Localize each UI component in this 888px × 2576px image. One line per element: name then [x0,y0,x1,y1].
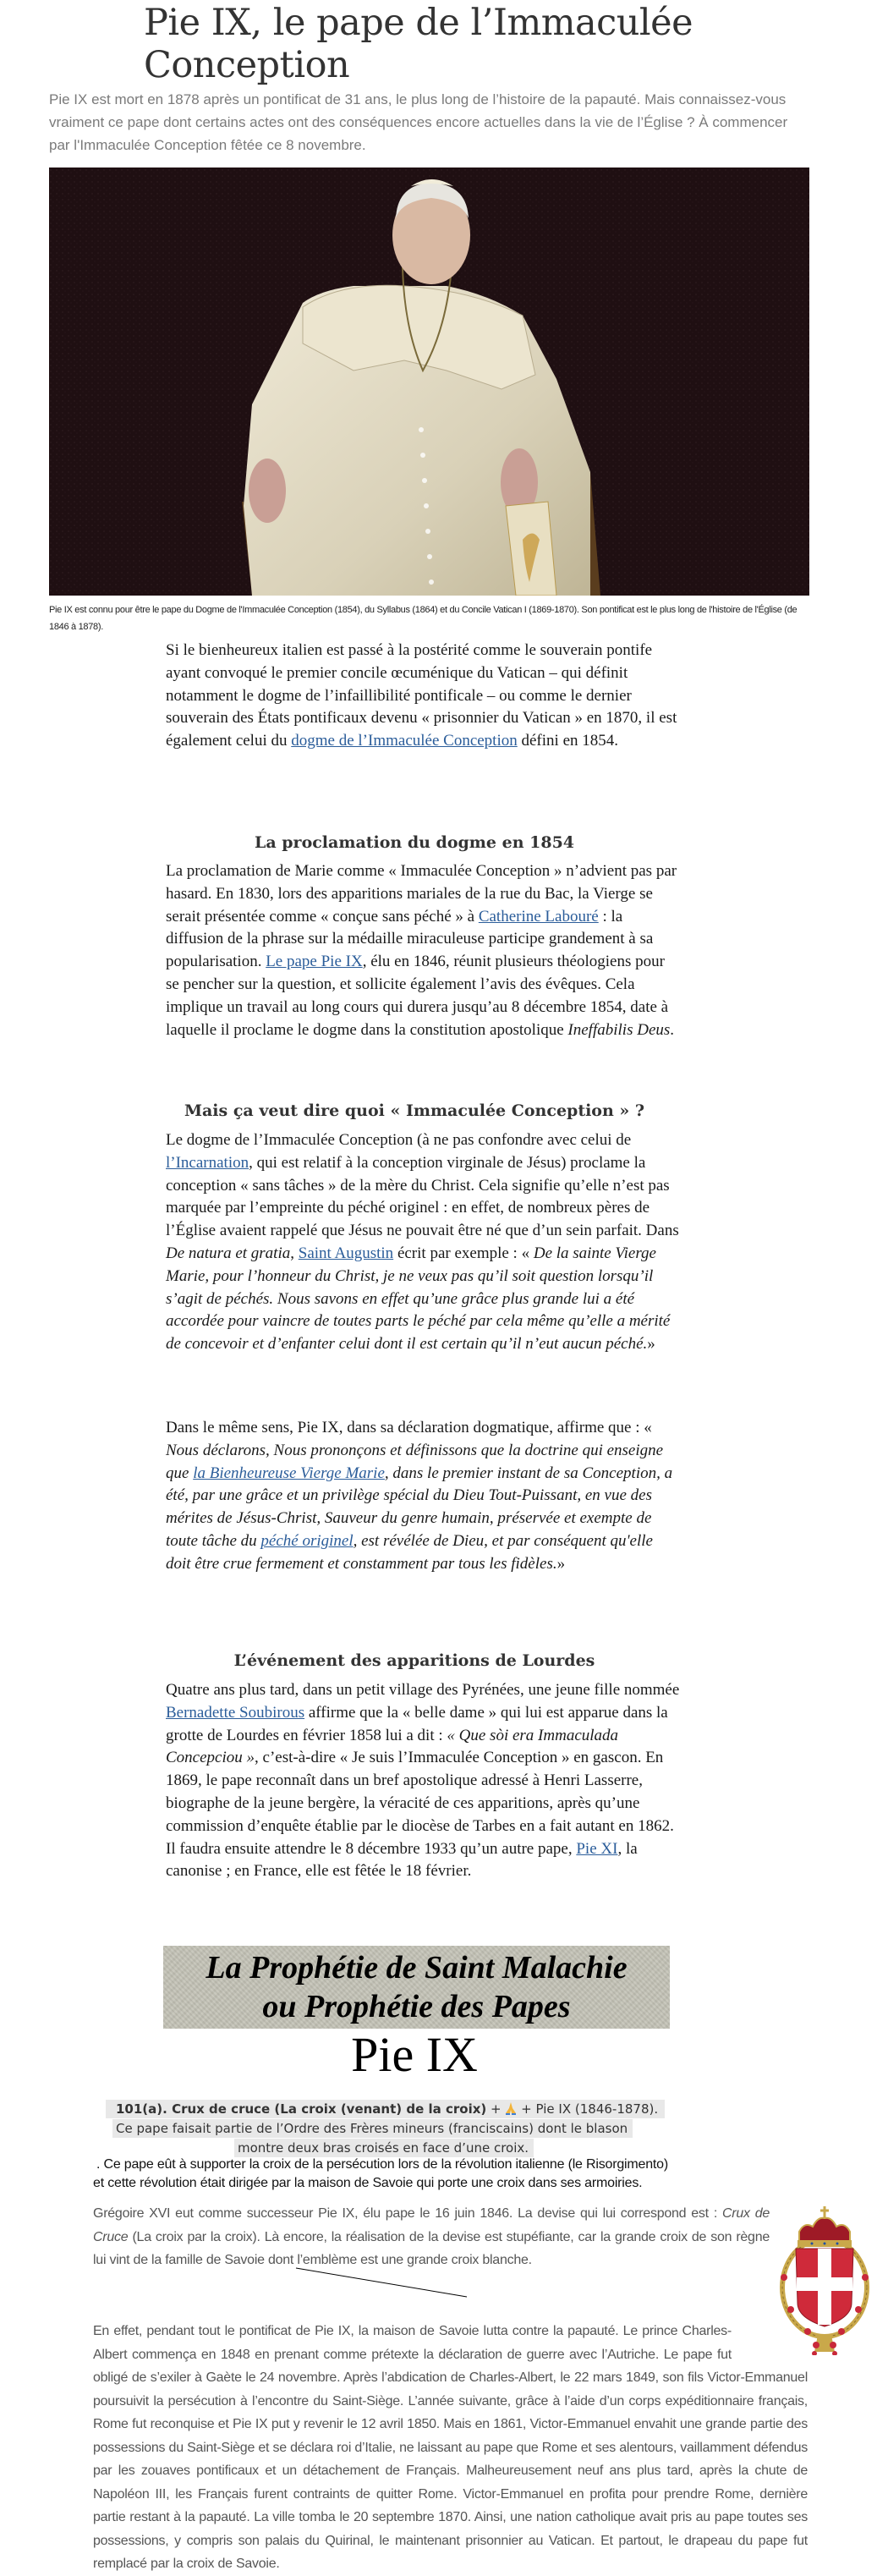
pope-name-heading: Pie IX [351,2027,478,2082]
text: Dans le même sens, Pie IX, dans sa déclaration dogmatique, affirme que : « [166,1419,652,1436]
text: affirme que la « belle dame » qui lui est apparue dans la grotte de Lourdes en février 1858 lui a dit : [166,1703,668,1744]
text: » [556,1554,566,1573]
franciscan-line: Ce pape faisait partie de l’Ordre des Frères mineurs (franciscains) dont le blason [112,2119,633,2138]
hero-image-pope-portrait [49,168,809,596]
italic-title: Ineffabilis Deus [567,1020,671,1039]
savoie-line: et cette révolution était dirigée par la maison de Savoie qui porte une croix dans ses armoiries. [93,2176,643,2190]
text: (La croix par la croix). Là encore, la réalisation de la devise est stupéfiante, car la grande croix de son règne lui vint de la famille de Savoie dont l’emblème est une grande croix blanche. [93,2229,770,2267]
article-lede: Pie IX est mort en 1878 après un pontificat de 31 ans, le plus long de l’histoire de la papauté. Mais connaissez-vous vraiment ce pape dont certains actes ont des conséquences encore actuelles dans la vie de l’Église ? À commencer par l'Immaculée Conception fêtée ce 8 novembre. [49,91,788,153]
paragraph-lourdes [166,1679,682,1883]
heading-proclamation-dogme: La proclamation du dogme en 1854 [254,833,575,852]
text: : la diffusion de la phrase sur la médaille miraculeuse participe grandement à sa popularisation. [166,907,654,971]
praying-hands-icon [505,2101,517,2115]
image-caption: Pie IX est connu pour être le pape du Dogme de l'Immaculée Conception (1854), du Syllabus (1864) et du Concile Vatican I (1869-1870). Son pontificat est le plus long de l'histoire de l'Église (de 1846 à 1878). [49,605,798,632]
motto-line [106,2100,665,2118]
intro-text: Si le bienheureux italien est passé à la postérité comme le souverain pontife ayant convoqué le premier concile œcuménique du Vatican – qui définit notamment le dogme de l’infaillibilité pontificale – ou comme le dernier souverain des États pontificaux devenu « prisonnier du Vatican » en 1870, il est également celui du [166,641,677,750]
cross-icon: + [491,2101,502,2117]
text: . [670,1020,675,1039]
heading-apparitions-lourdes: L’événement des apparitions de Lourdes [233,1651,595,1670]
text: écrit par exemple : « [393,1244,534,1262]
gascon-quote: « Que sòi era Immaculada Concepciou » [166,1726,619,1767]
text: La proclamation de Marie comme « Immaculée Conception » n’advient pas par hasard. En 1830, lors des apparitions mariales de la rue du Bac, la Vierge se serait présentée comme « conçue sans péché » à [166,862,677,925]
link-catherine-laboure[interactable]: Catherine Labouré [478,907,599,925]
link-peche-originel[interactable]: péché originel [260,1531,354,1550]
text: Grégoire XVI eut comme successeur Pie IX, élu pape le 16 juin 1846. La devise qui lui correspond est : [93,2206,722,2221]
banner-line-1: La Prophétie de Saint Malachie [206,1950,628,1986]
paragraph-declaration-dogmatique [166,1417,682,1576]
risorgimento-line: . Ce pape eût à supporter la croix de la persécution lors de la révolution italienne (le Risorgimento) [96,2157,668,2172]
paragraph-definition [166,1129,682,1356]
link-bienheureuse-vierge-marie[interactable]: la Bienheureuse Vierge Marie [193,1464,385,1482]
paragraph-proclamation [166,860,682,1041]
link-pape-pie-ix[interactable]: Le pape Pie IX [266,953,363,971]
text: , élu en 1846, réunit plusieurs théologiens pour se pencher sur la question, et sollicite également l’avis des évêques. Cela implique un travail au long cours qui durera jusqu’au 8 décembre 1854, date à laquelle il proclame le dogme dans la constitution apostolique [166,953,669,1039]
text: En effet, pendant tout le pontificat de Pie IX, la maison de Savoie lutta contre la papauté. Le prince Charles-Albert commença en 1848 en prenant comme prétexte la déclaration de guerre avec l’Autriche. Le pape fut obligé de s’exiler à Gaète le 24 novembre. Après l’abdication de Charles-Albert, le 22 mars 1849, son fils Victor-Emmanuel poursuivit la persécution à l’encontre du Saint-Siège. L’année suivante, grâce à l’aide d’un corps expéditionnaire français, Rome fut reconquise et Pie IX put y revenir le 12 avril 1850. Mais en 1861, Victor-Emmanuel envahit une grande partie des possessions du Saint-Siège et se déclara roi d’Italie, ne laissant au pape que Rome et ses alentours, vaillamment défendus par les zouaves pontificaux et un détachement de Français. Malheureusement neuf ans plus tard, après la chute de Napoléon III, les Français furent contraints de quitter Rome. Victor-Emmanuel en profita pour prendre Rome, dernière partie restant à la papauté. La ville tomba le 20 septembre 1870. Ainsi, une nation catholique avait pris au pape toutes ses possessions, y compris son palais du Quirinal, le maintenant prisonnier au Vatican. Et partout, le drapeau du pape fut remplacé par la croix de Savoie. [93,2324,808,2571]
paragraph-maison-savoie [93,2320,808,2576]
article-title: Pie IX, le pape de l’Immaculée Conception [144,2,693,86]
banner-line-2: ou Prophétie des Papes [262,1989,571,2024]
motto-pontificate: Pie IX (1846-1878). [535,2101,659,2117]
augustin-quote: De la sainte Vierge Marie, pour l’honneur du Christ, je ne veux pas qu’il soit question lorsqu’il s’agit de péchés. Nous savons en effet qu’une grâce plus grande lui a été accordée pour vaincre de toutes parts le péché par cela même qu’elle a mérité de concevoir et d’enfanter celui dont il est certain qu’il n’eut aucun péché. [166,1244,671,1354]
heading-veut-dire-quoi: Mais ça veut dire quoi « Immaculée Conception » ? [184,1101,645,1120]
blason-line: montre deux bras croisés en face d’une croix. [234,2139,534,2157]
savoy-coat-of-arms-icon [774,2203,875,2355]
text: » [647,1335,655,1354]
intro-text-end: défini en 1854. [517,732,619,750]
italic-title: De natura et gratia [166,1244,291,1262]
text: Quatre ans plus tard, dans un petit village des Pyrénées, une jeune fille nommée [166,1681,680,1699]
text: , la canonise ; en France, elle est fêtée le 18 février. [166,1839,638,1881]
text: , qui est relatif à la conception virginale de Jésus) proclame la conception « sans tâches » de la mère du Christ. Cela signifie qu’elle n’est pas marquée par l’empreinte du péché originel : en effet, de nombreux pères de l’Église avaient rappelé que Jésus ne pouvait être né que d’un sein parfait. Dans [166,1153,679,1240]
link-dogme-immaculee-conception[interactable]: dogme de l’Immaculée Conception [291,732,518,750]
cross-icon: + [521,2101,532,2117]
text: , c’est-à-dire « Je suis l’Immaculée Conception » en gascon. En 1869, le pape reconnaît dans un bref apostolique adressé à Henri Lasserre, biographe de la jeune bergère, la véracité de ces apparitions, après qu’une commission d’enquête établie par le diocèse de Tarbes en a fait autant en 1862. Il faudra ensuite attendre le 8 décembre 1933 qu’un autre pape, [166,1749,674,1858]
link-bernadette-soubirous[interactable]: Bernadette Soubirous [166,1703,305,1722]
quote-text: , est révélée de Dieu, et par conséquent qu'elle doit être crue fermement et constamment par tous les fidèles. [166,1531,653,1573]
quote-text: Nous déclarons, Nous prononçons et définissons que la doctrine qui enseigne que [166,1441,664,1482]
text: Le dogme de l’Immaculée Conception (à ne pas confondre avec celui de [166,1131,632,1149]
link-incarnation[interactable]: l’Incarnation [166,1153,249,1172]
link-saint-augustin[interactable]: Saint Augustin [298,1244,394,1262]
intro-paragraph [166,640,682,753]
pope-portrait-illustration [49,168,809,596]
text: , [290,1244,299,1262]
quote-text: , dans le premier instant de sa Conception, a été, par une grâce et un privilège spécial du Dieu Tout-Puissant, en vue des mérites de Jésus-Christ, Sauveur du genre humain, préservée et exempte de toute tâche du [166,1464,673,1550]
link-pie-xi[interactable]: Pie XI [576,1839,618,1858]
paragraph-gregoire-xvi [93,2202,770,2272]
motto-italic: Crux de Cruce [93,2206,770,2244]
malachie-prophecy-banner [163,1946,670,2029]
motto-title: 101(a). Crux de cruce (La croix (venant) de la croix) [116,2101,487,2117]
